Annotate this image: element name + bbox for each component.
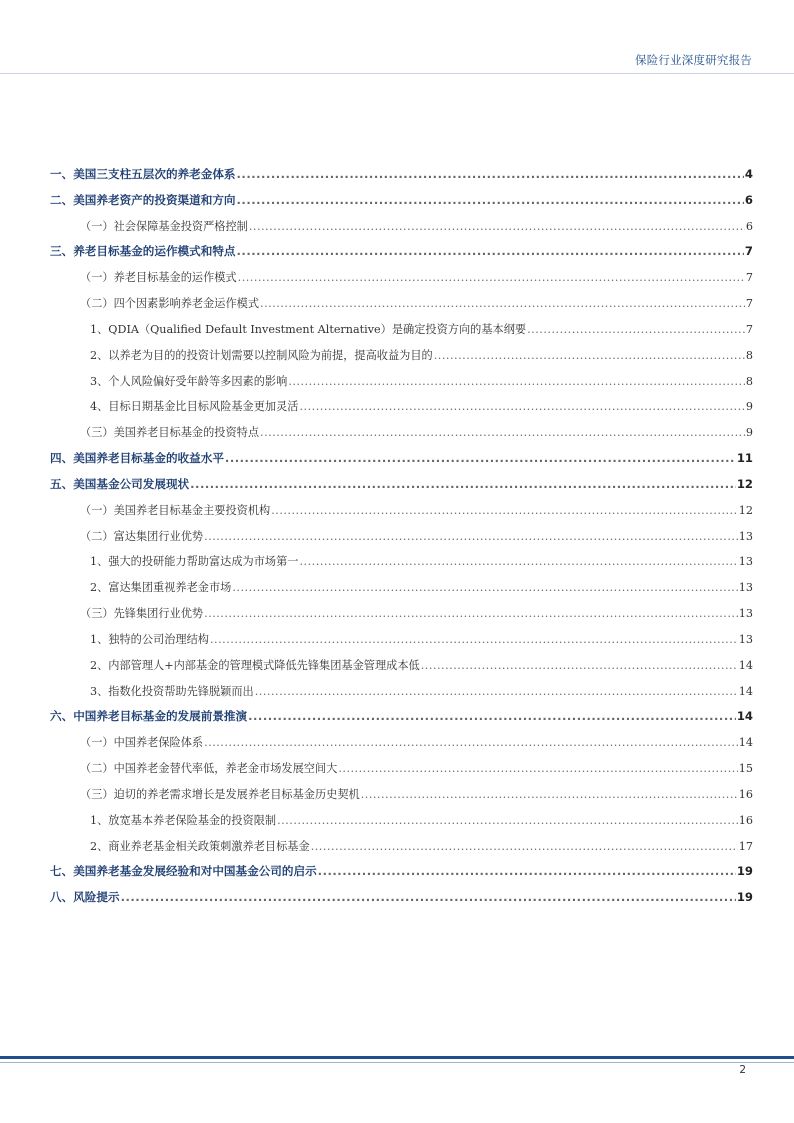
toc-entry[interactable] bbox=[50, 553, 753, 579]
toc-entry[interactable] bbox=[50, 760, 753, 786]
toc-entry-page: 12 bbox=[736, 476, 753, 491]
report-header-title: 保险行业深度研究报告 bbox=[635, 53, 752, 67]
toc-entry-label: 八、风险提示 bbox=[50, 890, 120, 905]
toc-entry-label: （一）社会保障基金投资严格控制 bbox=[80, 219, 248, 233]
header-divider bbox=[0, 73, 794, 74]
footer-divider bbox=[0, 1056, 794, 1059]
table-of-contents bbox=[50, 166, 753, 915]
toc-dot-leader bbox=[271, 504, 738, 517]
toc-entry[interactable] bbox=[50, 708, 753, 734]
toc-entry-page: 14 bbox=[736, 709, 753, 724]
toc-dot-leader bbox=[237, 193, 744, 207]
toc-entry[interactable] bbox=[50, 838, 753, 864]
toc-entry-label: 3、个人风险偏好受年龄等多因素的影响 bbox=[90, 374, 288, 388]
toc-entry-label: （三）美国养老目标基金的投资特点 bbox=[80, 426, 260, 440]
toc-entry-page: 12 bbox=[738, 503, 753, 517]
toc-entry[interactable] bbox=[50, 243, 753, 269]
toc-entry-label: （二）四个因素影响养老金运作模式 bbox=[80, 297, 260, 311]
toc-entry-label: 2、富达集团重视养老金市场 bbox=[90, 581, 232, 595]
toc-dot-leader bbox=[204, 736, 738, 749]
toc-entry[interactable] bbox=[50, 631, 753, 657]
toc-dot-leader bbox=[434, 349, 745, 362]
toc-entry-page: 19 bbox=[736, 890, 753, 905]
toc-entry-page: 4 bbox=[744, 167, 753, 181]
toc-entry[interactable] bbox=[50, 269, 753, 295]
toc-entry[interactable] bbox=[50, 218, 753, 244]
toc-entry-label: 2、内部管理人+内部基金的管理模式降低先锋集团基金管理成本低 bbox=[90, 658, 420, 672]
toc-dot-leader bbox=[232, 581, 737, 594]
toc-entry[interactable] bbox=[50, 502, 753, 528]
toc-entry-label: （二）中国养老金替代率低，养老金市场发展空间大 bbox=[80, 762, 338, 776]
toc-entry-page: 9 bbox=[745, 400, 753, 414]
toc-dot-leader bbox=[318, 864, 736, 878]
toc-entry-page: 15 bbox=[738, 762, 753, 776]
toc-dot-leader bbox=[249, 220, 745, 233]
toc-entry[interactable] bbox=[50, 295, 753, 321]
toc-dot-leader bbox=[238, 271, 745, 284]
toc-dot-leader bbox=[260, 426, 745, 439]
toc-dot-leader bbox=[204, 607, 738, 620]
toc-entry-label: 2、商业养老基金相关政策刺激养老目标基金 bbox=[90, 839, 310, 853]
toc-entry-page: 7 bbox=[745, 271, 753, 285]
toc-dot-leader bbox=[338, 762, 737, 775]
footer-divider-thin bbox=[0, 1062, 794, 1063]
toc-entry-page: 9 bbox=[745, 426, 753, 440]
toc-dot-leader bbox=[288, 375, 745, 388]
toc-entry-page: 14 bbox=[738, 658, 753, 672]
toc-entry-label: 1、独特的公司治理结构 bbox=[90, 632, 209, 646]
toc-entry-label: 五、美国基金公司发展现状 bbox=[50, 476, 190, 491]
toc-entry-page: 6 bbox=[744, 192, 753, 207]
toc-dot-leader bbox=[527, 323, 745, 336]
toc-entry-label: 一、美国三支柱五层次的养老金体系 bbox=[50, 167, 236, 181]
page-number: 2 bbox=[739, 1064, 746, 1076]
toc-entry[interactable] bbox=[50, 192, 753, 218]
toc-entry[interactable] bbox=[50, 812, 753, 838]
toc-dot-leader bbox=[255, 685, 738, 698]
toc-entry-label: 1、强大的投研能力帮助富达成为市场第一 bbox=[90, 555, 299, 569]
toc-dot-leader bbox=[260, 297, 745, 310]
toc-entry-page: 16 bbox=[738, 787, 753, 801]
toc-entry-label: 4、目标日期基金比目标风险基金更加灵活 bbox=[90, 400, 299, 414]
toc-entry-page: 14 bbox=[738, 684, 753, 698]
toc-entry[interactable] bbox=[50, 450, 753, 476]
toc-entry-label: 1、放宽基本养老保险基金的投资限制 bbox=[90, 813, 277, 827]
toc-entry-label: 七、美国养老基金发展经验和对中国基金公司的启示 bbox=[50, 864, 317, 879]
toc-entry[interactable] bbox=[50, 683, 753, 709]
toc-dot-leader bbox=[237, 244, 744, 258]
toc-dot-leader bbox=[300, 555, 738, 568]
toc-entry-page: 7 bbox=[745, 297, 753, 311]
toc-dot-leader bbox=[277, 814, 738, 827]
toc-entry-label: （一）养老目标基金的运作模式 bbox=[80, 271, 237, 285]
toc-entry-page: 7 bbox=[744, 244, 753, 259]
toc-entry[interactable] bbox=[50, 373, 753, 399]
toc-entry[interactable] bbox=[50, 398, 753, 424]
toc-dot-leader bbox=[237, 167, 744, 181]
toc-entry-label: 二、美国养老资产的投资渠道和方向 bbox=[50, 192, 236, 207]
toc-entry-label: 3、指数化投资帮助先锋脱颖而出 bbox=[90, 684, 254, 698]
toc-dot-leader bbox=[248, 709, 736, 723]
toc-entry-page: 8 bbox=[745, 348, 753, 362]
toc-entry-label: 四、美国养老目标基金的收益水平 bbox=[50, 451, 224, 466]
toc-entry[interactable] bbox=[50, 528, 753, 554]
toc-dot-leader bbox=[311, 840, 738, 853]
toc-entry-page: 13 bbox=[738, 555, 753, 569]
toc-entry[interactable] bbox=[50, 605, 753, 631]
toc-entry-label: 2、以养老为目的的投资计划需要以控制风险为前提，提高收益为目的 bbox=[90, 348, 433, 362]
toc-entry-page: 13 bbox=[738, 581, 753, 595]
toc-entry-page: 16 bbox=[738, 813, 753, 827]
toc-entry-page: 7 bbox=[745, 322, 753, 336]
toc-entry[interactable] bbox=[50, 347, 753, 373]
toc-entry-page: 19 bbox=[736, 864, 753, 879]
toc-dot-leader bbox=[121, 890, 736, 904]
toc-dot-leader bbox=[190, 477, 736, 491]
toc-entry-label: 三、养老目标基金的运作模式和特点 bbox=[50, 244, 236, 259]
toc-entry[interactable] bbox=[50, 579, 753, 605]
toc-entry-label: （一）中国养老保险体系 bbox=[80, 736, 204, 750]
toc-dot-leader bbox=[421, 659, 738, 672]
toc-entry[interactable] bbox=[50, 734, 753, 760]
toc-entry-page: 6 bbox=[745, 219, 753, 233]
toc-entry-page: 13 bbox=[738, 632, 753, 646]
toc-entry[interactable] bbox=[50, 424, 753, 450]
toc-entry-page: 14 bbox=[738, 736, 753, 750]
toc-dot-leader bbox=[204, 530, 738, 543]
toc-entry[interactable] bbox=[50, 166, 753, 192]
toc-entry-page: 17 bbox=[738, 839, 753, 853]
toc-dot-leader bbox=[210, 633, 738, 646]
toc-entry-label: 六、中国养老目标基金的发展前景推演 bbox=[50, 709, 248, 724]
toc-entry-page: 8 bbox=[745, 374, 753, 388]
toc-entry[interactable] bbox=[50, 321, 753, 347]
toc-entry[interactable] bbox=[50, 863, 753, 889]
toc-entry[interactable] bbox=[50, 657, 753, 683]
toc-entry-label: （三）先锋集团行业优势 bbox=[80, 607, 204, 621]
toc-entry-label: （一）美国养老目标基金主要投资机构 bbox=[80, 503, 271, 517]
toc-entry-page: 13 bbox=[738, 607, 753, 621]
toc-entry[interactable] bbox=[50, 476, 753, 502]
toc-entry-page: 13 bbox=[738, 529, 753, 543]
toc-entry[interactable] bbox=[50, 889, 753, 915]
toc-entry-page: 11 bbox=[736, 451, 753, 466]
toc-entry[interactable] bbox=[50, 786, 753, 812]
toc-entry-label: （二）富达集团行业优势 bbox=[80, 529, 204, 543]
toc-entry-label: 1、QDIA（Qualified Default Investment Alternative）是确定投资方向的基本纲要 bbox=[90, 322, 527, 336]
toc-dot-leader bbox=[300, 400, 745, 413]
toc-entry-label: （三）迫切的养老需求增长是发展养老目标基金历史契机 bbox=[80, 787, 360, 801]
toc-dot-leader bbox=[361, 788, 738, 801]
toc-dot-leader bbox=[225, 451, 736, 465]
